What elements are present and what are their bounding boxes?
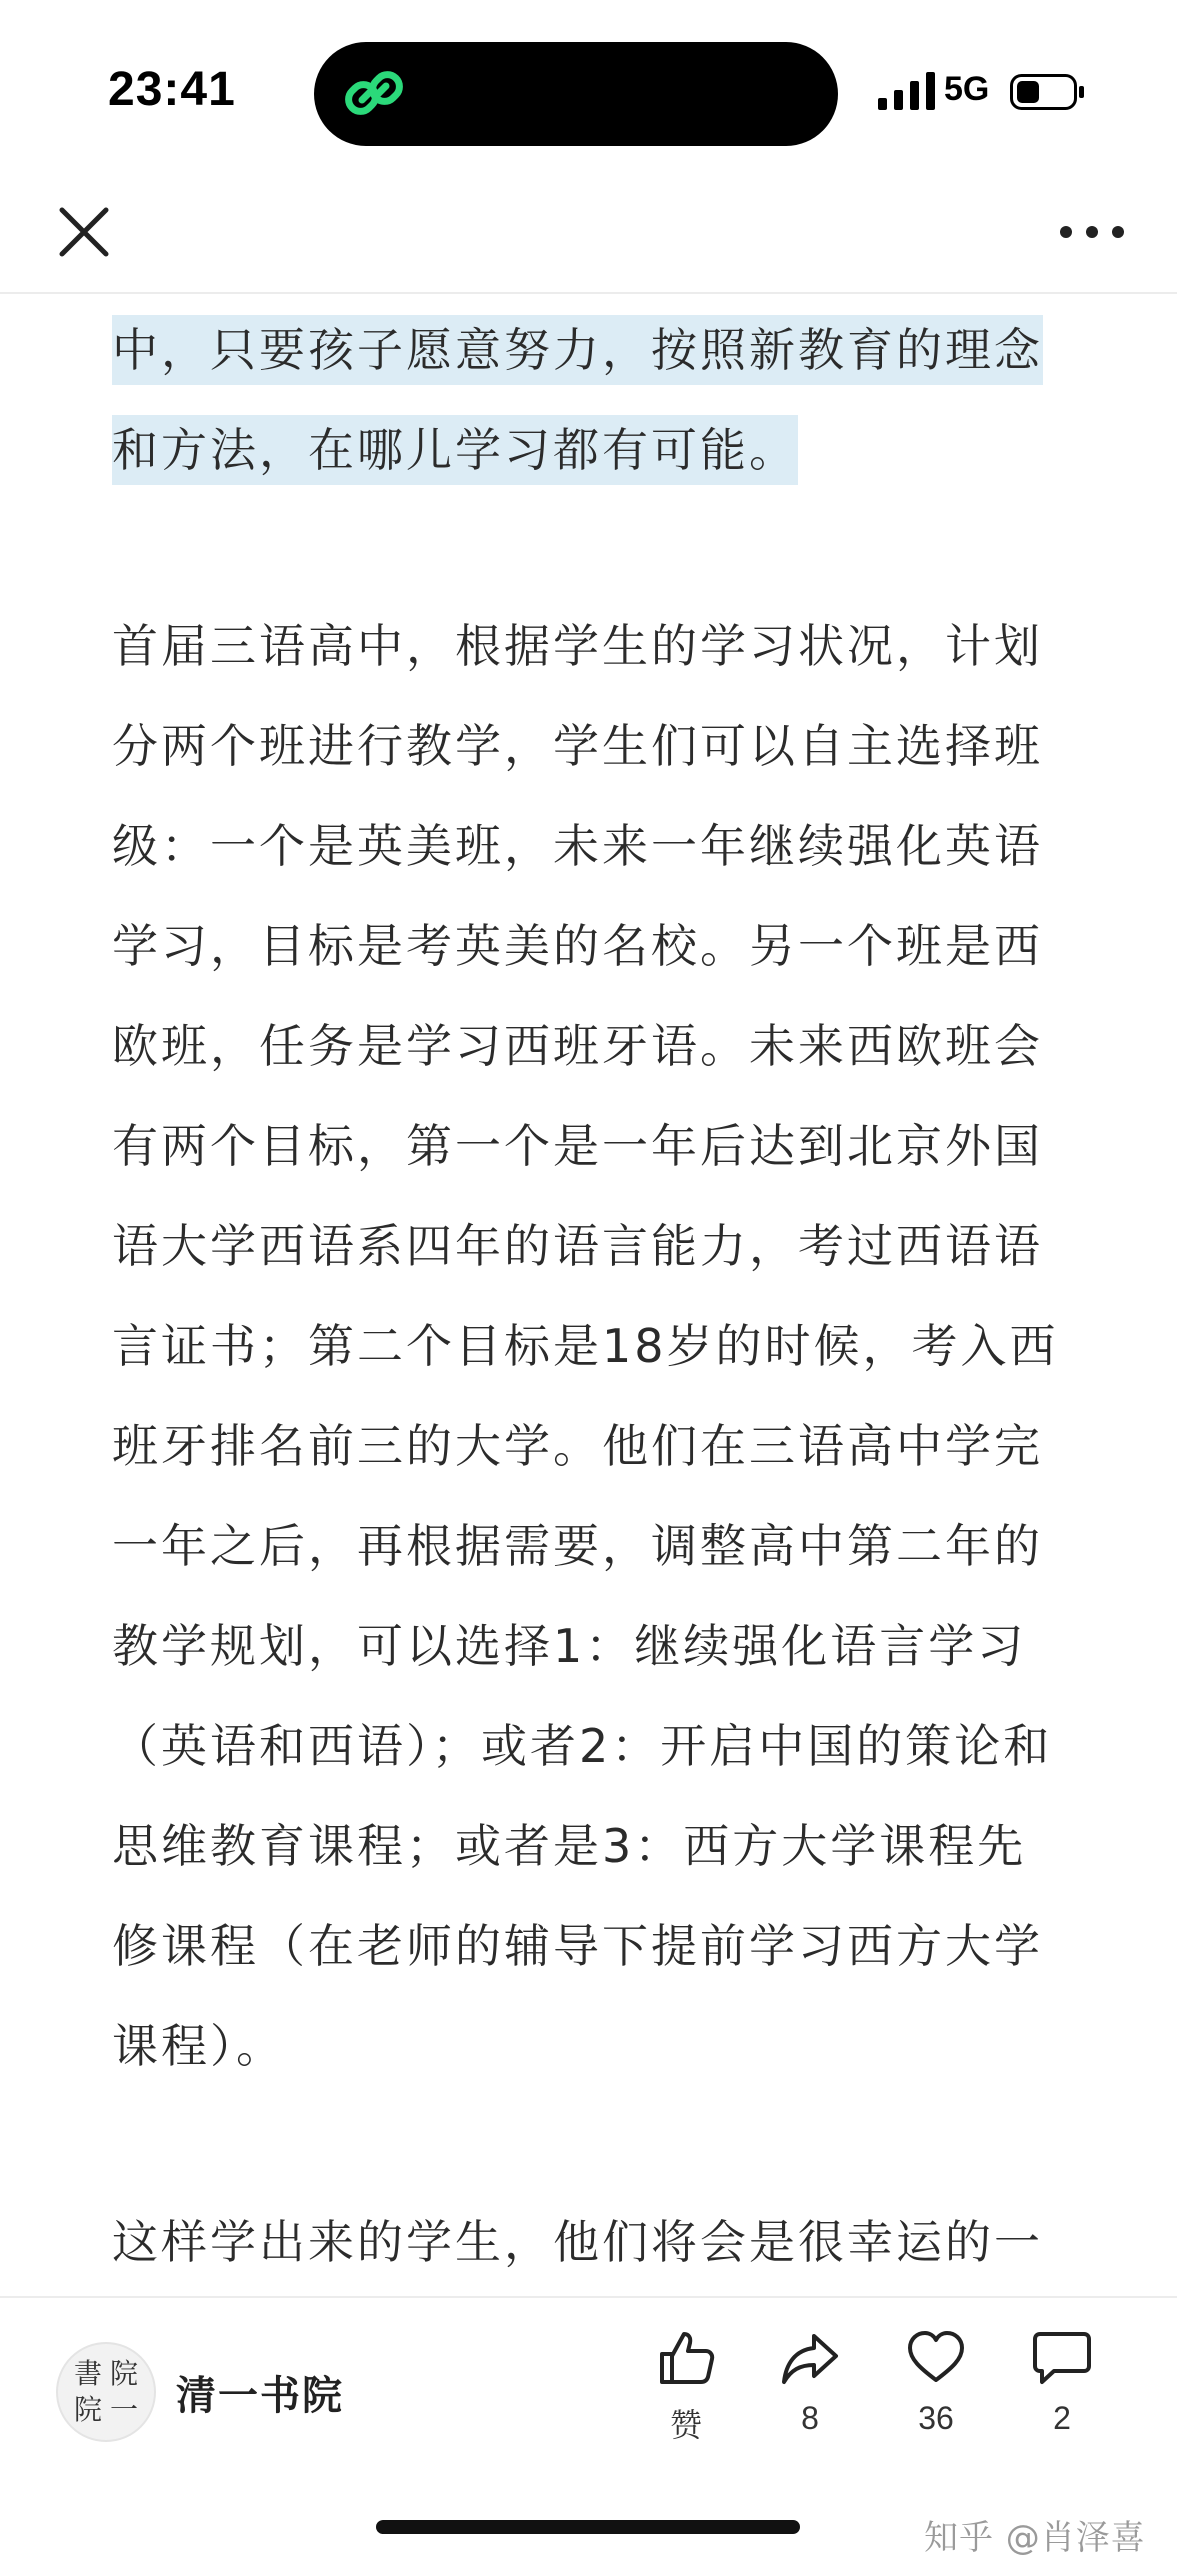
avatar-char: 一 bbox=[109, 2393, 138, 2426]
close-icon[interactable] bbox=[52, 200, 116, 264]
share-count: 8 bbox=[801, 2400, 819, 2436]
favorite-count: 36 bbox=[918, 2400, 954, 2436]
avatar-char: 院 bbox=[73, 2393, 102, 2426]
heart-icon bbox=[906, 2328, 966, 2388]
comment-bubble-icon bbox=[1032, 2328, 1092, 2388]
share-arrow-icon bbox=[780, 2328, 840, 2388]
article-body bbox=[112, 300, 1072, 2290]
article-paragraph-highlighted bbox=[112, 300, 1072, 500]
comment-button[interactable] bbox=[1012, 2328, 1112, 2458]
article-paragraph: 这样学出来的学生，他们将会是很幸运的一 bbox=[112, 2215, 1043, 2269]
share-button[interactable] bbox=[760, 2328, 860, 2458]
battery-icon bbox=[1010, 74, 1086, 110]
top-nav bbox=[0, 180, 1177, 294]
like-button[interactable] bbox=[636, 2328, 736, 2458]
home-indicator[interactable] bbox=[376, 2520, 800, 2534]
status-bar bbox=[0, 0, 1177, 180]
comment-count: 2 bbox=[1053, 2400, 1071, 2436]
highlighted-text[interactable]: 中，只要孩子愿意努力，按照新教育的理念和方法，在哪儿学习都有可能。 bbox=[112, 315, 1043, 485]
more-horizontal-icon[interactable] bbox=[1056, 202, 1128, 262]
watermark: 知乎 @肖泽喜 bbox=[924, 2518, 1146, 2558]
author-avatar[interactable] bbox=[56, 2342, 156, 2442]
dynamic-island bbox=[314, 42, 838, 146]
avatar-char: 院 bbox=[109, 2357, 138, 2390]
signal-icon bbox=[878, 72, 936, 110]
like-label: 赞 bbox=[669, 2407, 702, 2443]
app-activity-icon bbox=[342, 64, 406, 124]
avatar-char: 書 bbox=[73, 2357, 102, 2390]
author-name[interactable]: 清一书院 bbox=[176, 2373, 344, 2419]
network-type: 5G bbox=[944, 70, 990, 108]
status-time: 23:41 bbox=[108, 63, 236, 116]
thumbs-up-icon bbox=[656, 2328, 716, 2388]
article-paragraph: 首届三语高中，根据学生的学习状况，计划分两个班进行教学，学生们可以自主选择班级：一个是英美班，未来一年继续强化英语学习，目标是考英美的名校。另一个班是西欧班，任务是学习西班牙语。未来西欧班会有两个目标，第一个是一年后达到北京外国语大学西语系四年的语言能力，考过西语语言证书；第二个目标是18岁的时候，考入西班牙排名前三的大学。他们在三语高中学完一年之后，再根据需要，调整高中第二年的教学规划，可以选择1：继续强化语言学习（英语和西语）；或者2：开启中国的策论和思维教育课程；或者是3：西方大学课程先修课程（在老师的辅导下提前学习西方大学课程）。 bbox=[112, 619, 1059, 2073]
bottom-action-bar bbox=[0, 2296, 1177, 2562]
avatar-seal bbox=[70, 2356, 142, 2428]
favorite-button[interactable] bbox=[886, 2328, 986, 2458]
